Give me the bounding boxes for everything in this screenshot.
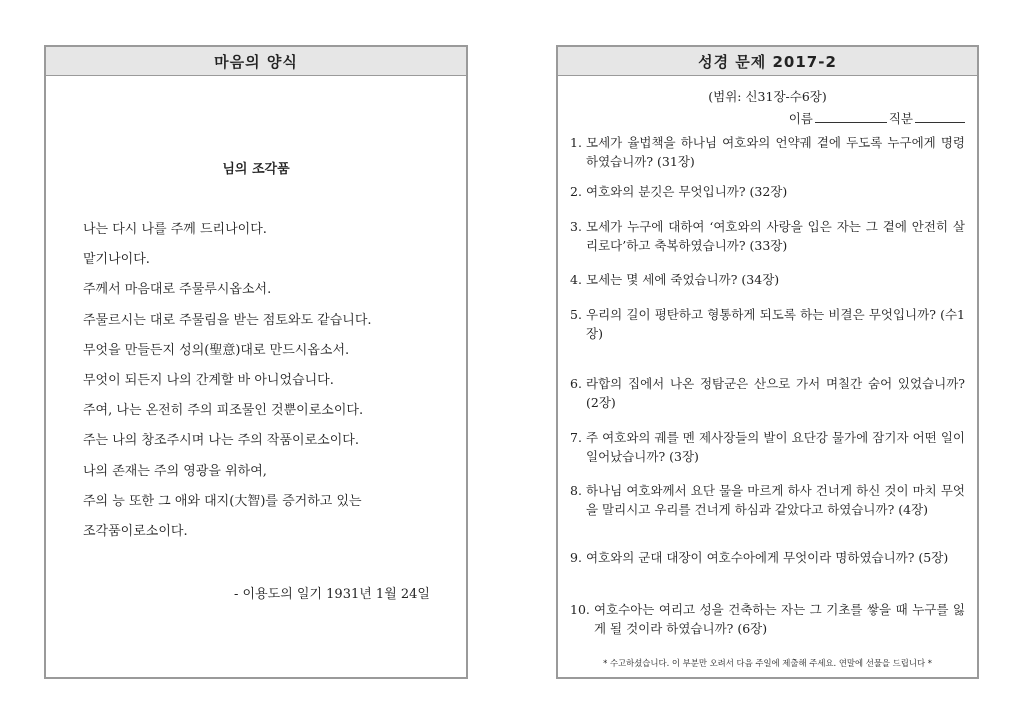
question-8	[570, 481, 965, 519]
poem-line: 무엇을 만들든지 성의(聖意)대로 만드시옵소서.	[83, 342, 350, 358]
question-5	[570, 305, 965, 343]
question-number: 1.	[570, 135, 582, 150]
question-number: 9.	[570, 550, 582, 565]
question-1	[570, 133, 965, 171]
question-text: 모세가 율법책을 하나님 여호와의 언약궤 곁에 두도록 누구에게 명령하였습니까? (31장)	[586, 135, 965, 169]
poem-line: 나의 존재는 주의 영광을 위하여,	[83, 463, 267, 479]
question-2	[570, 182, 965, 201]
question-number: 8.	[570, 483, 582, 498]
question-number: 4.	[570, 272, 582, 287]
poem-line: 나는 다시 나를 주께 드리나이다.	[83, 222, 267, 237]
question-text: 여호와의 분깃은 무엇입니까? (32장)	[586, 184, 788, 199]
question-3	[570, 217, 965, 255]
poem-signature: - 이용도의 일기 1931년 1월 24일	[234, 587, 430, 602]
question-number: 10.	[570, 602, 590, 617]
poem-line: 주물르시는 대로 주물림을 받는 점토와도 같습니다.	[83, 312, 372, 328]
poem-line: 무엇이 되든지 나의 간계할 바 아니었습니다.	[83, 373, 334, 389]
question-text: 우리의 길이 평탄하고 형통하게 되도록 하는 비결은 무엇입니까? (수1장)	[586, 307, 965, 341]
question-4	[570, 270, 965, 289]
question-number: 3.	[570, 219, 582, 234]
poem-line: 주께서 마음대로 주물루시옵소서.	[83, 282, 272, 298]
poem-line: 주여, 나는 온전히 주의 피조물인 것뿐이로소이다.	[83, 403, 364, 419]
position-label: 직분	[888, 111, 913, 126]
question-number: 2.	[570, 184, 582, 199]
question-6	[570, 374, 965, 412]
quiz-header: 성경 문제 2017-2	[558, 47, 977, 76]
question-number: 7.	[570, 430, 582, 445]
poem-line: 주는 나의 창조주시며 나는 주의 작품이로소이다.	[83, 433, 359, 449]
poem-line: 주의 능 또한 그 애와 대지(大智)를 증거하고 있는	[83, 493, 362, 509]
poem-body	[83, 215, 446, 547]
question-number: 5.	[570, 307, 582, 322]
bible-quiz-panel	[556, 45, 979, 679]
poem-title: 님의 조각품	[222, 162, 290, 177]
poem-line: 조각품이로소이다.	[83, 524, 188, 540]
question-text: 모세는 몇 세에 죽었습니까? (34장)	[586, 272, 780, 287]
question-text: 하나님 여호와께서 요단 물을 마르게 하사 건너게 하신 것이 마치 무엇을 말리시고 우리를 건너게 하심과 같았다고 하였습니까? (4장)	[586, 483, 965, 517]
quiz-scope: (범위: 신31장-수6장)	[708, 89, 827, 104]
name-label: 이름	[788, 111, 813, 126]
question-text: 라합의 집에서 나온 정탐군은 산으로 가서 며칠간 숨어 있었습니까? (2장)	[586, 376, 965, 410]
question-7	[570, 428, 965, 466]
question-text: 모세가 누구에 대하여 ‘여호와의 사랑을 입은 자는 그 곁에 안전히 살리로다’하고 축복하였습니까? (33장)	[586, 219, 965, 253]
meditation-header: 마음의 양식	[46, 47, 466, 76]
question-text: 여호수아는 여리고 성을 건축하는 자는 그 기초를 쌓을 때 누구를 잃게 될 것이라 하였습니까? (6장)	[594, 602, 965, 636]
quiz-footnote: * 수고하셨습니다. 이 부분만 오려서 다음 주일에 제출해 주세요. 연말에 선물을 드립니다 *	[603, 658, 932, 668]
question-number: 6.	[570, 376, 582, 391]
question-text: 주 여호와의 궤를 멘 제사장들의 발이 요단강 물가에 잠기자 어떤 일이 일어났습니까? (3장)	[586, 430, 965, 464]
question-9	[570, 548, 965, 567]
position-blank[interactable]	[915, 110, 965, 123]
question-text: 여호와의 군대 대장이 여호수아에게 무엇이라 명하였습니까? (5장)	[586, 550, 949, 565]
name-blank[interactable]	[815, 110, 887, 123]
poem-line: 맡기나이다.	[83, 252, 150, 268]
question-10	[570, 600, 965, 638]
name-position-line	[789, 109, 967, 127]
meditation-panel	[44, 45, 468, 679]
